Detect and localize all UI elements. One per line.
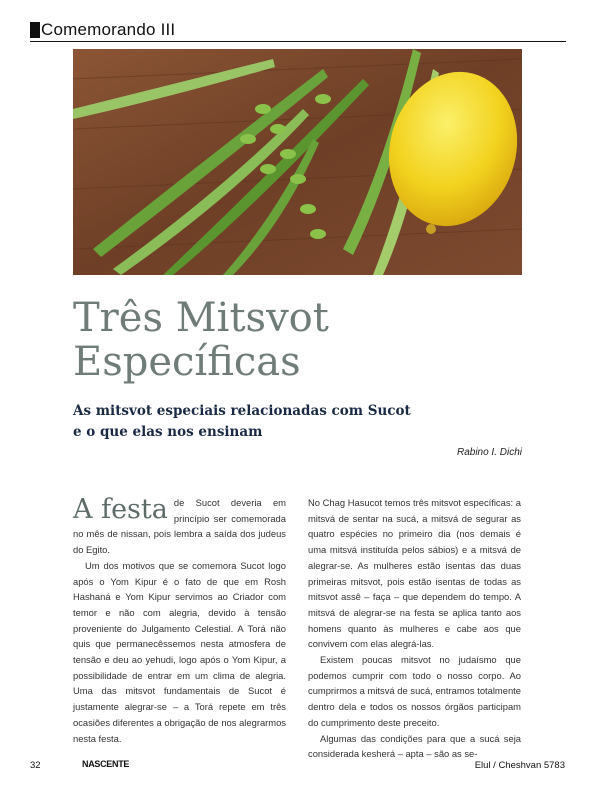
section-mark [30,22,40,38]
left-paragraph-1 [73,495,286,558]
section-header [30,20,175,40]
hero-image [73,49,522,275]
right-column [308,495,521,762]
issue-date: Elul / Cheshvan 5783 [474,760,565,771]
section-title: Comemorando III [41,20,176,39]
magazine-logo: NASCENTE [82,759,130,769]
left-paragraph-1-text: de Sucot deveria em princípio ser comemorada no mês de nissan, pois lembra a saída dos judeus do Egito. [73,497,286,556]
article-subtitle-line1: As mitsvot especiais relacionadas com Sucot [73,403,411,419]
article-subtitle [73,401,543,443]
article-title-line1: Três Mitsvot [73,295,329,341]
hero-illustration [73,49,522,275]
article-subtitle-line2: e o que elas nos ensinam [73,424,263,440]
right-paragraph-2: Existem poucas mitsvot no judaísmo que podemos cumprir com todo o nosso corpo. Ao cumprirmos a mitsvá de sucá, entramos totalmente dentro dela e todos os nossos órgãos participam do cumprimento deste preceito. [308,654,521,728]
header-rule [30,41,566,42]
left-column [73,495,286,746]
right-paragraph-1: No Chag Hasucot temos três mitsvot específicas: a mitsvá de sentar na sucá, a mitsvá de segurar as quatro espécies no primeiro dia (nos demais é uma mitsvá instituída pelos sábios) e a mitsvá de alegrar-se. As mulheres estão isentas das duas primeiras mitsvot, pois estão isentas de todas as mitsvot assê – faça – que dependem do tempo. A mitsvá de alegrar-se na festa se aplica tanto aos homens quanto às mulheres e cabe aos que convivem com elas alegrá-las. [308,497,521,650]
article-title [73,296,533,384]
right-paragraph-3: Algumas das condições para que a sucá seja considerada kesherá – apta – são as se- [308,732,521,760]
page-number: 32 [30,760,41,771]
drop-cap: A festa [73,494,168,525]
article-title-line2: Específicas [73,339,301,385]
left-paragraph-2: Um dos motivos que se comemora Sucot logo após o Yom Kipur é o fato de que em Rosh Hashaná e Yom Kipur servimos ao Criador com temor e não com alegria, devido à tensão proveniente do Julgamento Celestial. A Torá não quis que permanecêssemos nesta atmosfera de tensão e deu ao yehudi, logo após o Yom Kipur, a possibilidade de entrar em um clima de alegria. Uma das mitsvot fundamentais de Sucot é justamente alegrar-se – a Torá repete em três ocasiões diferentes a obrigação de nos alegrarmos nesta festa. [73,559,286,744]
article-author: Rabino I. Dichi [456,447,522,458]
